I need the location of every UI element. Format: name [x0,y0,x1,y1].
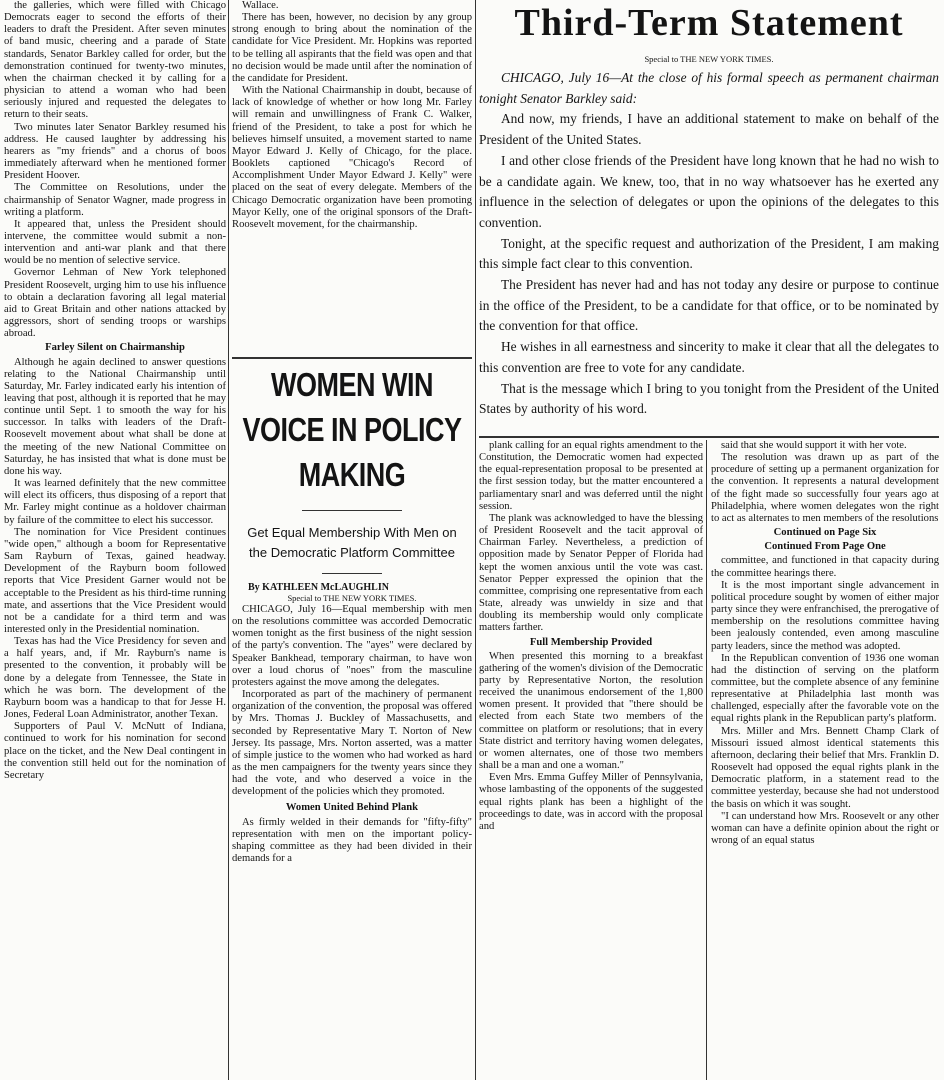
column-3-paras-b [479,651,703,833]
paragraph: The resolution was drawn up as part of the procedure of setting up a permanent organization for the convention. It represents a natural development of the fight made so successfully four years ago at Philadelphia, where women delegates won the right to act as alternates to men members of the resolutions [711,452,939,524]
paragraph: It was learned definitely that the new committee will elect its officers, thus disposing of a report that Mr. Farley might continue as a holdover chairman by failure of the committee to elect his successor. [4,478,226,526]
subhead-full-membership: Full Membership Provided [529,636,653,648]
women-body [232,604,472,865]
paragraph: Two minutes later Senator Barkley resumed his address. He caused laughter by addressing his hearers as "my friends" and a chorus of boos immediately afterward when he mentioned former President Hoover. [4,121,226,182]
paragraph: It is the most important single advancement in political procedure sought by women of either major party since they were enfranchised, the prerogative of membership on the resolutions committee having been jealously contended, even among masculine party leaders, since the method was adopted. [711,579,939,652]
paragraph: There has been, however, no decision by any group strong enough to bring about the nomination of the candidate for Vice President. Mr. Hopkins was reported to be telling all aspirants that the field was open and that no decision would be made until after the nomination of the candidate for President. [232,12,472,84]
byline: By KATHLEEN McLAUGHLIN [248,582,389,593]
subhead-women-united: Women United Behind Plank [285,801,419,813]
paragraph: Supporters of Paul V. McNutt of Indiana, continued to work for his nomination for second place on the ticket, and the New Deal contingent in the convention still held out for the nomination of Secretary [4,721,226,781]
paragraph: The plank was acknowledged to have the blessing of President Roosevelt and the tacit approval of Chairman Farley. Nevertheless, a prediction of opposition made by Senator Pepper of Florida had kept the women anxious until the vote was cast. Senator Pepper expressed the opinion that the committee, comprising one representative from each State, already was unwieldy in size and that doubling its membership would only complicate matters farther. [479,512,703,634]
subhead-farley: Farley Silent on Chairmanship [45,342,185,354]
women-headline: WOMEN WIN VOICE IN POLICY MAKING [242,365,462,494]
paragraph: As firmly welded in their demands for "fifty-fifty" representation with men on the important policy-shaping committee as they had been divided in their demands for a [232,816,472,865]
column-rule [228,0,229,1080]
paragraph: said that she would support it with her vote. [721,440,907,451]
paragraph: the galleries, which were filled with Chicago Democrats eager to second the efforts of their leaders to draft the President. After seven minutes of band music, cheering and a parade of State standards, Senator Barkley called for order, but the demonstration continued for twenty-two minutes, when the chairman checked it by calling for a physician to attend a woman who had been seriously injured and requested the delegates to return to their seats. [4,0,226,121]
third-term-headline: Third-Term Statement [514,2,904,44]
paragraph: committee, and functioned in that capacity during the committee hearings there. [711,555,939,579]
column-2 [232,0,472,356]
continued-on: Continued on Page Six [773,527,877,539]
continued-from: Continued From Page One [764,541,886,553]
paragraph: And now, my friends, I have an additional statement to make on behalf of the President of the United States. [479,111,939,148]
paragraph: Even Mrs. Emma Guffey Miller of Pennsylvania, whose lambasting of the opponents of the suggested equal rights plank has been a highlight of the proceedings to date, was in accord with the proposal and [479,772,703,832]
column-1-paras-a [4,0,226,340]
column-rule [475,0,476,1080]
special-credit: Special to THE NEW YORK TIMES. [287,593,417,603]
column-3-paras [479,440,703,635]
women-paras [232,604,472,799]
paragraph: Incorporated as part of the machinery of permanent organization of the convention, the proposal was offered by Mrs. Thomas J. Buckley of Massachusetts, and seconded by Representative Mary T. Norton of New Jersey. Its passage, Mrs. Norton asserted, was a matter of simple justice to the women who had worked as hard as the men campaigners for the twenty years since they had the vote, and who deserved a voice in the development of the policies which they promoted. [232,689,472,798]
paragraph: Wallace. [242,0,279,11]
column-1 [4,0,226,1080]
third-term-lead: CHICAGO, July 16—At the close of his formal speech as permanent chairman tonight Senator Barkley said: [479,70,939,106]
column-rule [706,440,707,1080]
paragraph: It appeared that, unless the President should intervene, the committee would submit a non-intervention and anti-war plank and that there would be no mention of selective service. [4,218,226,267]
third-term-special: Special to THE NEW YORK TIMES. [644,54,774,64]
paragraph: Tonight, at the specific request and authorization of the President, I am making this simple fact clear to this convention. [479,235,939,272]
paragraph: The nomination for Vice President continues "wide open," although a boom for Representative Sam Rayburn of Texas, gained headway. Development of the Rayburn boom followed reports that Vice President Garner would not be acceptable to the President as his third-time running mate, and assertions that the Vice President would not be a candidate for a third term and was interested only in the Presidential nomination. [4,526,226,635]
third-term-statement [479,0,939,432]
paragraph: Mrs. Miller and Mrs. Bennett Champ Clark of Missouri issued almost identical statements this afternoon, declaring their belief that Mrs. Franklin D. Roosevelt had opposed the equal rights plank in the Democratic platform, in a statement read to the committee yesterday, because she had not understood the basis on which it was sought. [711,725,939,810]
paragraph: Governor Lehman of New York telephoned President Roosevelt, urging him to use his influence to obtain a declaration favoring all legal material aid to Great Britain and other nations attacked by aggressors, short of sending troops or warships abroad. [4,267,226,340]
paragraph: The President has never had and has not today any desire or purpose to continue in the office of the President, to be a candidate for that office, or to be nominated by the convention for that office. [479,277,939,334]
paragraph: CHICAGO, July 16—Equal membership with men on the resolutions committee was accorded Democratic women tonight as the first business of the night session of the party's convention. The "ayes" were declared by Speaker Bankhead, temporary chairman, to have won over a loud chorus of "noes" from the masculine protesters against the move among the delegates. [232,604,472,688]
paragraph: In the Republican convention of 1936 one woman had the distinction of serving on the platform committee, but the complete absence of any feminine representative at Philadelphia last month was challenged, especially after the favorable vote on the equal rights plank in the Republican party's platform. [711,652,939,725]
column-4-paras [711,440,939,525]
paragraph: The Committee on Resolutions, under the chairmanship of Senator Wagner, made progress in writing a platform. [4,182,226,218]
paragraph: He wishes in all earnestness and sincerity to make it clear that all the delegates to this convention are free to vote for any candidate. [479,339,939,375]
third-term-paras [479,109,939,420]
paragraph: plank calling for an equal rights amendment to the Constitution, the Democratic women had expected the equal-representation proposal to be presented at the first session today, but the matter encountered a parliamentary snarl and was deferred until the night session. [479,440,703,512]
deck-rule [302,510,402,511]
column-4 [711,440,939,1080]
paragraph: Although he again declined to answer questions relating to the National Chairmanship until Saturday, Mr. Farley indicated early his intention of leaving that post, although it is reported that he may continue until Sept. 1 to smooth the way for his successor. In talks with leaders of the Draft-Roosevelt movement about what shall be done at the meeting of the new National Committee on Saturday, he has insisted that what is done must be done his way. [4,356,226,477]
women-deck: Get Equal Membership With Men on the Democratic Platform Committee [247,525,457,560]
paragraph: Texas has had the Vice Presidency for seven and a half years, and, if Mr. Rayburn's name is presented to the convention, it probably will be done by a delegate from Tennessee, the State in which he was born. The development of the Rayburn boom was a handicap to that for Jesse H. Jones, Federal Loan Administrator, another Texan. [4,636,226,721]
paragraph: I and other close friends of the President have long known that he had no wish to be a candidate again. We knew, too, that in no way whatsoever has he exerted any influence in the selection of delegates or upon the opinions of the delegates to this convention. [479,152,939,230]
women-article [232,356,472,865]
paragraph: That is the message which I bring to you tonight from the President of the United States by authority of his word. [479,380,939,417]
column-1-paras-b [4,357,226,782]
column-3 [479,440,703,1080]
paragraph: "I can understand how Mrs. Roosevelt or any other woman can have a definite opinion about the right or wrong of an equal status [711,810,939,846]
column-4-paras-b [711,555,939,847]
paragraph: With the National Chairmanship in doubt, because of lack of knowledge of whether or how long Mr. Farley will remain and unwillingness of Frank C. Walker, friend of the President, to take a post for which he believes himself unsuited, a movement started to name Mayor Edward J. Kelly of Chicago, for the place. Booklets captioned "Chicago's Record of Accomplishment Under Mayor Edward J. Kelly" were placed on the seat of every delegate. Members of the Chicago Democratic organization have been promoting Mayor Kelly, one of the original sponsors of the Draft-Roosevelt movement, for the chairmanship. [232,85,472,230]
byline-rule [322,573,382,574]
box-rule [479,436,939,438]
women-paras-b [232,817,472,866]
paragraph: When presented this morning to a breakfast gathering of the women's division of the Democratic party by Representative Norton, the resolution received the unanimous endorsement of the 1,800 women present. It provided that "there should be elected from each State two members of the committee on platform or resolutions; that in every State district and territory having women delegates, or women alternates, one of those two members shall be a man and one a woman." [479,650,703,772]
column-2-paras [232,0,472,231]
